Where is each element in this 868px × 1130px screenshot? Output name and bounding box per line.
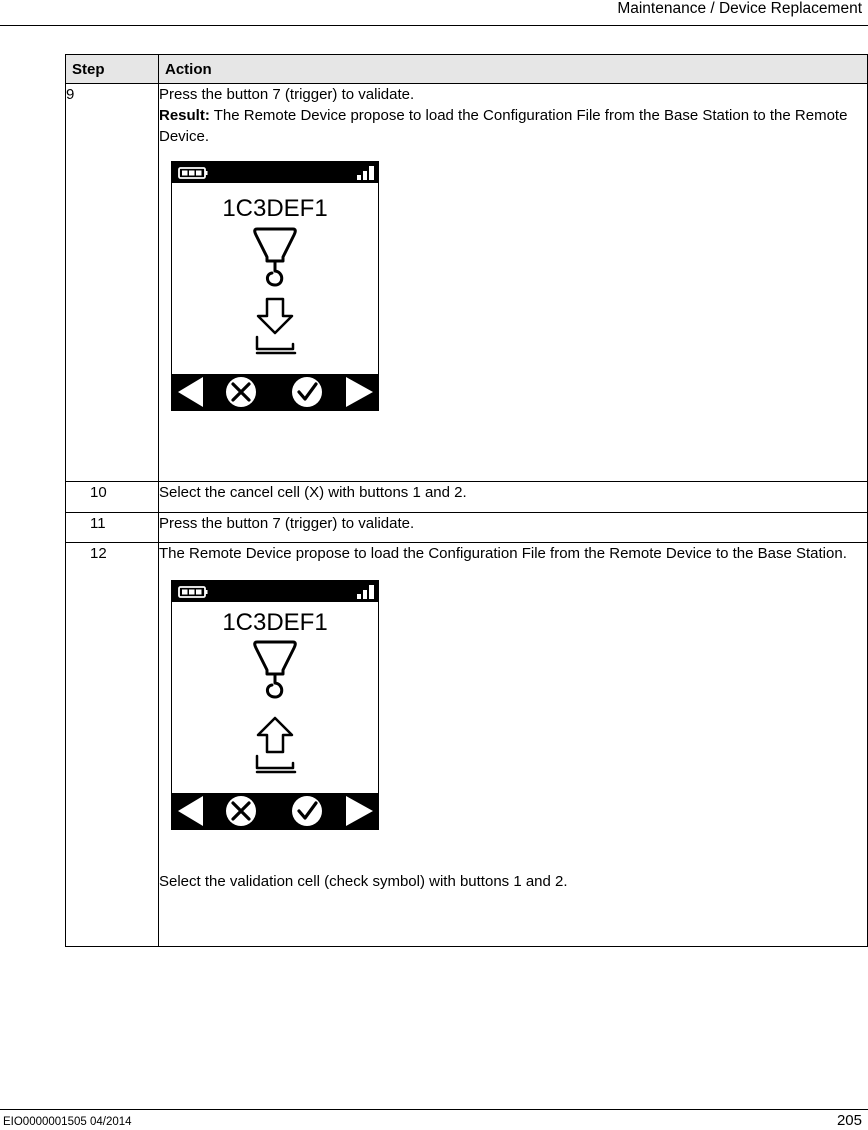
cancel-x-icon bbox=[226, 796, 256, 826]
table-header-row bbox=[66, 55, 868, 84]
cancel-x-icon bbox=[226, 377, 256, 407]
action-text: The Remote Device propose to load the Configuration File from the Remote Device to the Base Station. bbox=[159, 545, 847, 562]
device-screen-download bbox=[171, 161, 867, 417]
footer-divider bbox=[0, 1109, 868, 1110]
table-row bbox=[66, 482, 868, 513]
result-text bbox=[159, 105, 867, 147]
step-number: 11 bbox=[66, 513, 159, 543]
action-text: Press the button 7 (trigger) to validate. bbox=[159, 86, 415, 103]
result-label: Result: bbox=[159, 107, 210, 124]
check-icon bbox=[292, 796, 322, 826]
step-action: Select the cancel cell (X) with buttons 1 and 2. bbox=[159, 482, 868, 513]
header-divider bbox=[0, 25, 868, 26]
procedure-table bbox=[65, 54, 868, 947]
step-action: Press the button 7 (trigger) to validate. bbox=[159, 513, 868, 543]
device-screen-upload bbox=[171, 580, 867, 836]
column-header-step: Step bbox=[66, 55, 159, 84]
result-description: The Remote Device propose to load the Configuration File from the Base Station to the Remote Device. bbox=[159, 107, 848, 145]
page-number: 205 bbox=[836, 1112, 862, 1129]
step-number: 12 bbox=[66, 543, 159, 947]
step-number: 9 bbox=[66, 84, 159, 482]
table-row bbox=[66, 84, 868, 482]
device-id: 1C3DEF1 bbox=[222, 609, 328, 636]
table-row bbox=[66, 513, 868, 543]
check-icon bbox=[292, 377, 322, 407]
step-action bbox=[159, 543, 868, 947]
step-action bbox=[159, 84, 868, 482]
footer-doc-reference: EIO0000001505 04/2014 bbox=[3, 1116, 132, 1128]
action-followup-text: Select the validation cell (check symbol) with buttons 1 and 2. bbox=[159, 873, 568, 890]
page-header-title: Maintenance / Device Replacement bbox=[617, 0, 862, 17]
step-number: 10 bbox=[66, 482, 159, 513]
column-header-action: Action bbox=[159, 55, 868, 84]
table-row bbox=[66, 543, 868, 947]
device-id: 1C3DEF1 bbox=[222, 195, 328, 222]
